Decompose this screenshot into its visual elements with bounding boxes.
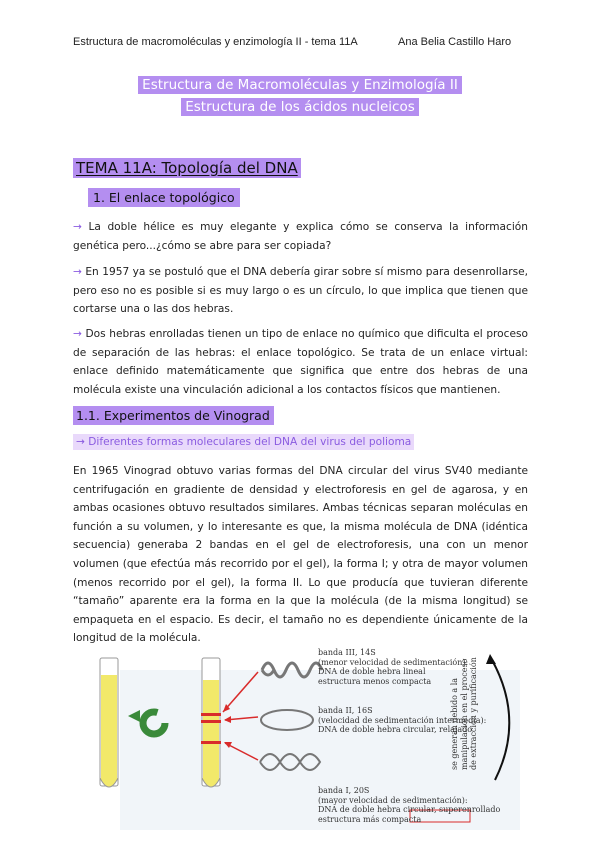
paragraph-1-text: La doble hélice es muy elegante y explica cómo se conserva la información genética pero...¿cómo se abre para ser copiada? (73, 221, 528, 252)
arrow-icon: → (73, 266, 82, 278)
subheading-formas-moleculares: → Diferentes formas moleculares del DNA del virus del polioma (73, 434, 414, 450)
band2-label: banda II, 16S (velocidad de sedimentación intermedia): DNA de doble hebra circular, relajado (318, 706, 487, 734)
paragraph-1 (73, 218, 528, 255)
title-line-1: Estructura de Macromoléculas y Enzimología II (138, 76, 462, 94)
tube-left-liquid (101, 675, 117, 778)
header-left: Estructura de macromoléculas y enzimología II - tema 11A (73, 36, 358, 48)
heading-experimentos-vinograd: 1.1. Experimentos de Vinograd (73, 406, 274, 425)
arrow-icon: → (73, 221, 82, 233)
side-note: se generan debido a la manipulación en el proceso de extracción y purificación (450, 657, 478, 770)
band1-label: banda I, 20S (mayor velocidad de sedimentación): DNA de doble hebra circular, superenrollado estructura más compacta (318, 786, 501, 824)
side-arrowhead-icon (486, 654, 496, 664)
paragraph-2 (73, 263, 528, 319)
title-line-2: Estructura de los ácidos nucleicos (181, 98, 419, 116)
document-title (0, 74, 600, 118)
band-top (201, 713, 221, 716)
band-bottom (201, 741, 221, 744)
paragraph-3-text: Dos hebras enrolladas tienen un tipo de enlace no químico que dificulta el proceso de separación de las hebras: el enlace topológico. Se trata de un enlace virtual: enlace definido matemáticamente que significa que entre dos hebras de una molécula existe una vinculación adicional a los contactos físicos que mantienen. (73, 328, 528, 396)
band3-label: banda III, 14S (menor velocidad de sedimentación): DNA de doble hebra lineal estructura menos compacta (318, 648, 469, 686)
arrow-icon: → (73, 328, 82, 340)
paragraph-4: En 1965 Vinograd obtuvo varias formas del DNA circular del virus SV40 mediante centrifugación en gradiente de densidad y electroforesis en gel de agarosa, y en ambas ocasiones obtuvo resultados similares. Ambas técnicas separan moléculas en función a su volumen, y lo interesante es que, la misma molécula de DNA (idéntica secuencia) generaba 2 bandas en el gel de electroforesis, una con un menor volumen (que efectúa más recorrido por el gel), la forma I; y otra de mayor volumen (menos recorrido por el gel), la forma II. Lo que producía que tuvieran diferente “tamaño” aparente era la forma en la que la molécula (de la misma longitud) se empaqueta en el espacio. Es decir, el tamaño no es dependiente únicamente de la longitud de la molécula. (73, 465, 528, 645)
heading-enlace-topologico: 1. El enlace topológico (88, 188, 240, 207)
heading-tema-11a: TEMA 11A: Topología del DNA (73, 158, 301, 178)
band-middle (201, 720, 221, 723)
paragraph-3 (73, 325, 528, 399)
vinograd-figure (80, 630, 520, 845)
tube-right-liquid (203, 680, 219, 778)
header-author: Ana Belia Castillo Haro (398, 36, 512, 48)
paragraph-2-text: En 1957 ya se postuló que el DNA debería girar sobre sí mismo para desenrollarse, pero eso no es posible si es muy largo o es un círculo, lo que implica que tienen que cortarse una o las dos hebras. (73, 266, 528, 316)
